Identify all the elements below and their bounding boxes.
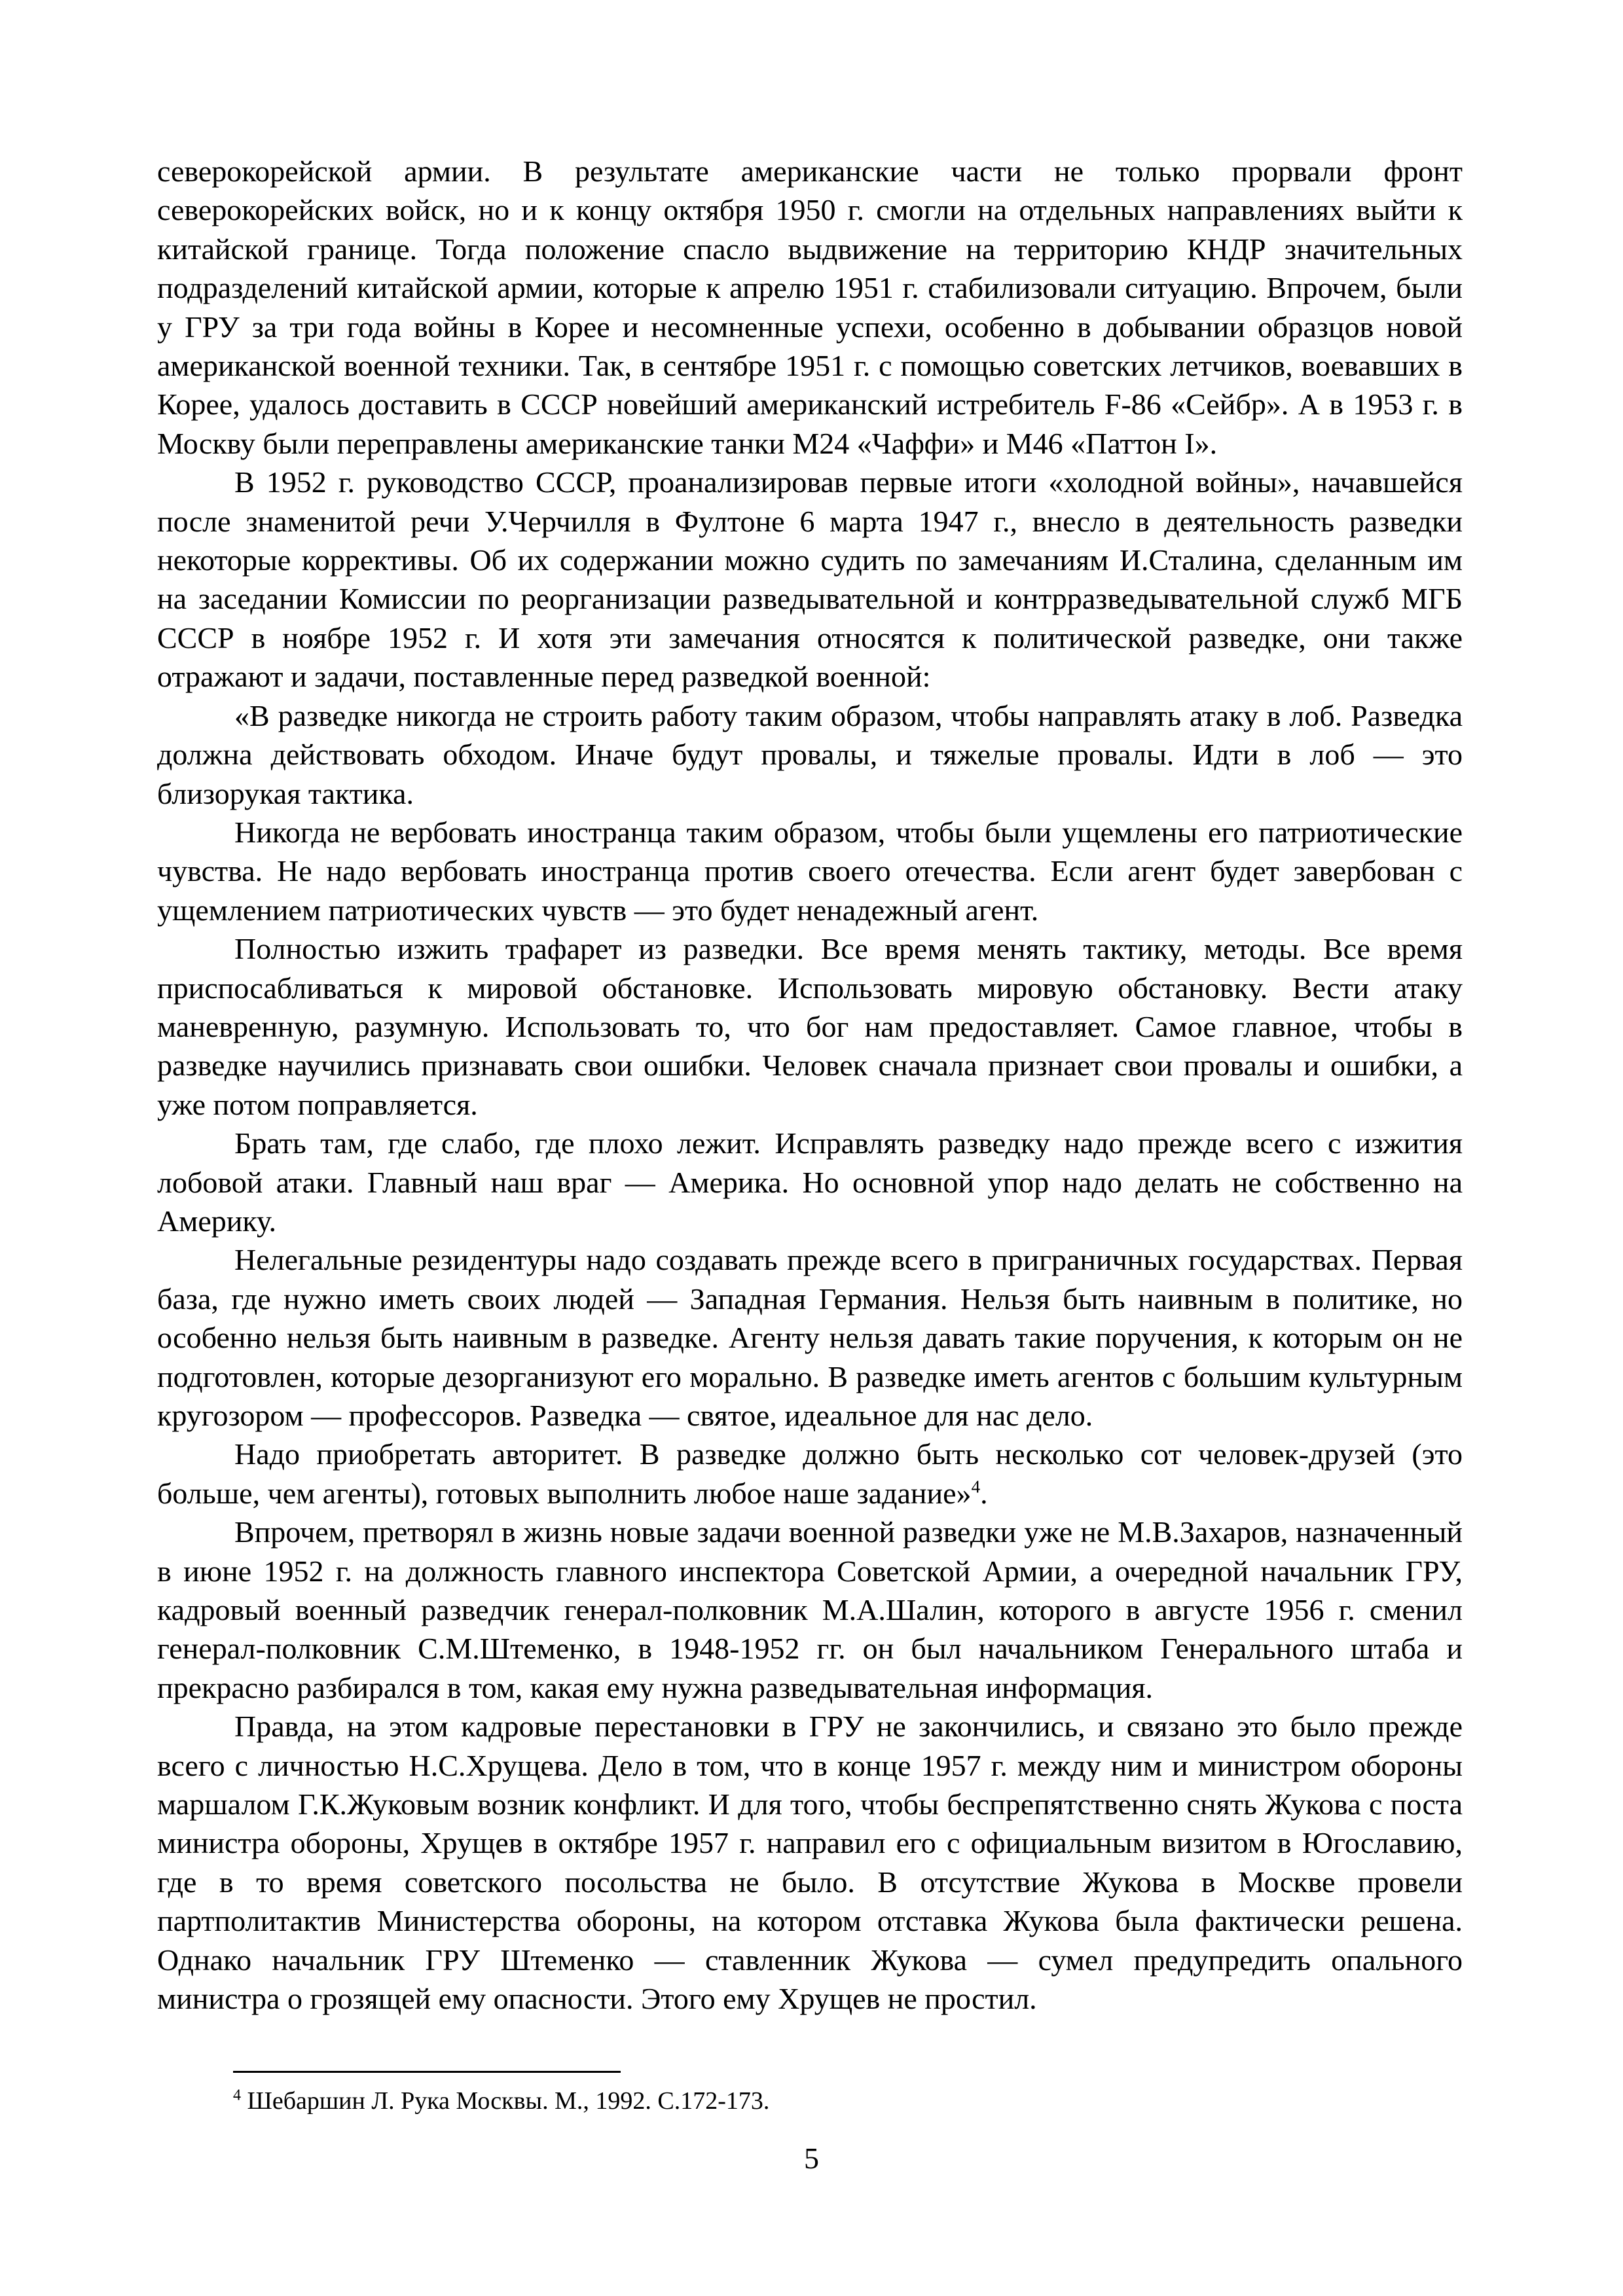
footnote-number: 4 [233,2087,241,2104]
quote-paragraph-6-tail: . [980,1476,988,1510]
quote-paragraph-4: Брать там, где слабо, где плохо лежит. Исправлять разведку надо прежде всего с изжития лобовой атаки. Главный наш враг — Америка. Но основной упор надо делать не собственно на Америку. [157,1126,1463,1238]
paragraph-1: северокорейской армии. В результате американские части не только прорвали фронт северокорейских войск, но и к концу октября 1950 г. смогли на отдельных направлениях выйти к китайской границе. Тогда положение спасло выдвижение на территорию КНДР значительных подразделений китайской армии, которые к апрелю 1951 г. стабилизовали ситуацию. Впрочем, были у ГРУ за три года войны в Корее и несомненные успехи, особенно в добывании образцов новой американской военной техники. Так, в сентябре 1951 г. с помощью советских летчиков, воевавших в Корее, удалось доставить в СССР новейший американский истребитель F-86 «Сейбр». А в 1953 г. в Москву были переправлены американские танки М24 «Чаффи» и М46 «Паттон I». [157,154,1463,460]
quote-paragraph-6-text: Надо приобретать авторитет. В разведке должно быть несколько сот человек-друзей (это больше, чем агенты), готовых выполнить любое наше задание» [157,1437,1463,1510]
paragraph-3: Впрочем, претворял в жизнь новые задачи военной разведки уже не М.В.Захаров, назначенный в июне 1952 г. на должность главного инспектора Советской Армии, а очередной начальник ГРУ, кадровый военный разведчик генерал-полковник М.А.Шалин, которого в августе 1956 г. сменил генерал-полковник С.М.Штеменко, в 1948-1952 гг. он был начальником Генерального штаба и прекрасно разбирался в том, какая ему нужна разведывательная информация. [157,1515,1463,1704]
body-text [157,152,1463,2018]
page-number: 5 [804,2142,819,2175]
quote-paragraph-5: Нелегальные резидентуры надо создавать прежде всего в приграничных государствах. Первая база, где нужно иметь своих людей — Западная Германия. Нельзя быть наивным в политике, но особенно нельзя быть наивным в разведке. Агенту нельзя давать такие поручения, к которым он не подготовлен, которые дезорганизуют его морально. В разведке иметь агентов с большим культурным кругозором — профессоров. Разведка — святое, идеальное для нас дело. [157,1243,1463,1432]
quote-paragraph-3: Полностью изжить трафарет из разведки. Все время менять тактику, методы. Все время приспосабливаться к мировой обстановке. Использовать мировую обстановку. Вести атаку маневренную, разумную. Использовать то, что бог нам предоставляет. Самое главное, чтобы в разведке научились признавать свои ошибки. Человек сначала признает свои провалы и ошибки, а уже потом поправляется. [157,932,1463,1121]
footnote [233,2085,1412,2117]
paragraph-4: Правда, на этом кадровые перестановки в ГРУ не закончились, и связано это было прежде всего с личностью Н.С.Хрущева. Дело в том, что в конце 1957 г. между ним и министром обороны маршалом Г.К.Жуковым возник конфликт. И для того, чтобы беспрепятственно снять Жукова с поста министра обороны, Хрущев в октябре 1957 г. направил его с официальным визитом в Югославию, где в то время советского посольства не было. В отсутствие Жукова в Москве провели партполитактив Министерства обороны, на котором отставка Жукова была фактически решена. Однако начальник ГРУ Штеменко — ставленник Жукова — сумел предупредить опального министра о грозящей ему опасности. Этого ему Хрущев не простил. [157,1710,1463,2016]
quote-paragraph-6 [157,1435,1463,1513]
footnote-text: Шебаршин Л. Рука Москвы. М., 1992. С.172-173. [247,2087,770,2115]
quote-paragraph-1: «В разведке никогда не строить работу таким образом, чтобы направлять атаку в лоб. Разведка должна действовать обходом. Иначе будут провалы, и тяжелые провалы. Идти в лоб — это близорукая тактика. [157,698,1463,810]
paragraph-2: В 1952 г. руководство СССР, проанализировав первые итоги «холодной войны», начавшейся после знаменитой речи У.Черчилля в Фултоне 6 марта 1947 г., внесло в деятельность разведки некоторые коррективы. Об их содержании можно судить по замечаниям И.Сталина, сделанным им на заседании Комиссии по реорганизации разведывательной и контрразведывательной служб МГБ СССР в ноябре 1952 г. И хотя эти замечания относятся к политической разведке, они также отражают и задачи, поставленные перед разведкой военной: [157,465,1463,694]
footnote-divider [233,2071,621,2073]
footnote-reference[interactable]: 4 [971,1477,981,1497]
quote-paragraph-2: Никогда не вербовать иностранца таким образом, чтобы были ущемлены его патриотические чувства. Не надо вербовать иностранца против своего отечества. Если агент будет завербован с ущемлением патриотических чувств — это будет ненадежный агент. [157,815,1463,927]
